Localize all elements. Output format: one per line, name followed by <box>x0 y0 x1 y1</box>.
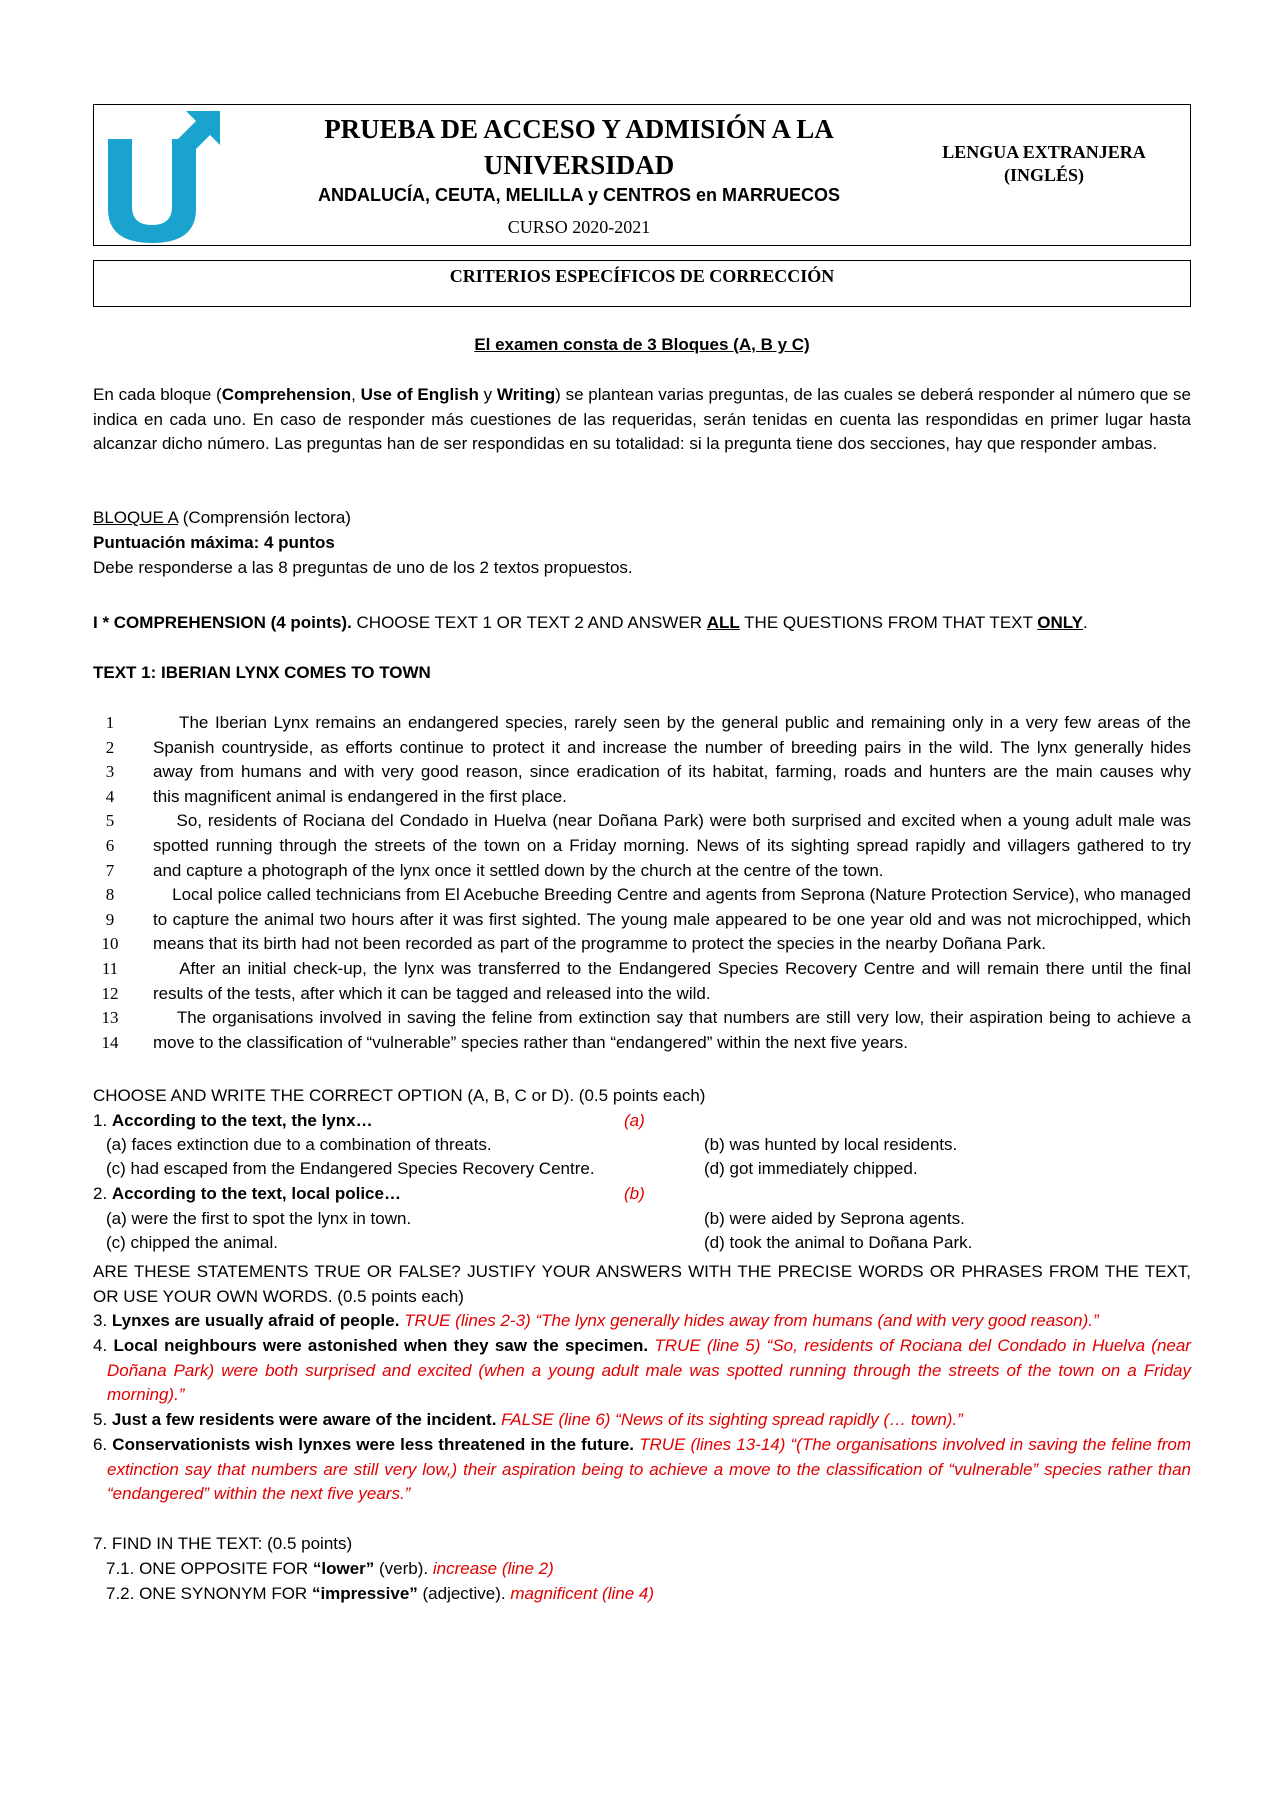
find-question-7-1: 7.1. ONE OPPOSITE FOR “lower” (verb). increase (line 2) <box>106 1559 554 1578</box>
mc-answer-1: (a) <box>624 1111 645 1130</box>
text-line: 11 After an initial check-up, the lynx was transferred to the Endangered Species Recovery Centre and will remain there until the final <box>101 958 1191 978</box>
tf-question-4: 4. Local neighbours were astonished when they saw the specimen. TRUE (line 5) “So, residents of Rociana del Condado in Huelva (near Doñana Park) were both surprised and excited (when a young adult male was spotted running through the streets of the town on a Friday morning).” <box>93 1336 1191 1405</box>
exam-title: PRUEBA DE ACCESO Y ADMISIÓN A LA UNIVERSIDAD <box>324 114 834 180</box>
reading-text <box>93 711 1193 1055</box>
mc-option: (a) were the first to spot the lynx in town. <box>106 1209 412 1228</box>
text-line: 8 Local police called technicians from El Acebuche Breeding Centre and agents from Seprona (Nature Protection Service), who managed <box>105 885 1191 905</box>
tf-instruction: ARE THESE STATEMENTS TRUE OR FALSE? JUSTIFY YOUR ANSWERS WITH THE PRECISE WORDS OR PHRASES FROM THE TEXT, OR USE YOUR OWN WORDS. (0.5 points each) <box>93 1262 1191 1306</box>
text-line: 6 spotted running through the streets of the town on a Friday morning. News of its sighting spread rapidly and villagers gathered to try <box>105 835 1191 855</box>
text-line: 12 results of the tests, after which it can be tagged and released into the wild. <box>101 983 711 1003</box>
mc-option: (d) got immediately chipped. <box>704 1159 918 1178</box>
text-line: 7 and capture a photograph of the lynx once it settled down by the church at the centre of the town. <box>105 860 884 880</box>
mc-option: (c) had escaped from the Endangered Species Recovery Centre. <box>106 1159 595 1178</box>
exam-structure-heading: El examen consta de 3 Bloques (A, B y C) <box>474 335 810 354</box>
text-line: 9 to capture the animal two hours after it was first sighted. The young male appeared to be one year old and was not microchipped, which <box>105 909 1191 929</box>
block-a-label: BLOQUE A (Comprensión lectora) <box>93 508 351 527</box>
mc-question-1: 1. According to the text, the lynx… <box>93 1111 373 1130</box>
text-line: 14 move to the classification of “vulnerable” species rather than “endangered” within the next five years. <box>101 1032 909 1052</box>
block-a-max-score: Puntuación máxima: 4 puntos <box>93 533 335 552</box>
tf-answer: FALSE (line 6) “News of its sighting spread rapidly (… town).” <box>501 1410 963 1429</box>
find-question-7-2: 7.2. ONE SYNONYM FOR “impressive” (adjective). magnificent (line 4) <box>106 1584 654 1603</box>
tf-question-6: 6. Conservationists wish lynxes were less threatened in the future. TRUE (lines 13-14) “(The organisations involved in saving the feline from extinction say that numbers are still very low,) their aspiration being to achieve a move to the classification of “vulnerable” species rather than “endangered” within the next five years.” <box>93 1435 1191 1504</box>
mc-answer-2: (b) <box>624 1184 645 1203</box>
exam-subject: LENGUA EXTRANJERA (INGLÉS) <box>942 142 1146 185</box>
tf-answer: TRUE (line 5) “So, residents of Rociana del Condado in Huelva (near Doñana Park) were both surprised and excited (when a young adult male was spotted running through the streets of the town on a Friday morning).” <box>107 1336 1191 1405</box>
exam-header <box>93 104 1191 246</box>
text-line: 5 So, residents of Rociana del Condado in Huelva (near Doñana Park) were both surprised and excited when a young adult male was <box>105 811 1191 831</box>
comprehension-heading: I * COMPREHENSION (4 points). CHOOSE TEXT 1 OR TEXT 2 AND ANSWER ALL THE QUESTIONS FROM THAT TEXT ONLY. <box>93 613 1088 632</box>
mc-option: (d) took the animal to Doñana Park. <box>704 1233 973 1252</box>
find-instruction: 7. FIND IN THE TEXT: (0.5 points) <box>93 1534 353 1553</box>
mc-option: (a) faces extinction due to a combination of threats. <box>106 1135 492 1154</box>
text-line: 13 The organisations involved in saving the feline from extinction say that numbers are still very low, their aspiration being to achieve a <box>101 1008 1191 1028</box>
tf-answer: TRUE (lines 2-3) “The lynx generally hides away from humans (and with very good reason).” <box>404 1311 1099 1330</box>
block-a-instructions: Debe responderse a las 8 preguntas de uno de los 2 textos propuestos. <box>93 558 633 577</box>
text1-title: TEXT 1: IBERIAN LYNX COMES TO TOWN <box>93 663 431 682</box>
tf-question-5: 5. Just a few residents were aware of the incident. FALSE (line 6) “News of its sighting spread rapidly (… town).” <box>93 1410 963 1429</box>
exam-course: CURSO 2020-2021 <box>507 217 651 237</box>
mc-question-2: 2. According to the text, local police… <box>93 1184 401 1203</box>
mc-option: (b) was hunted by local residents. <box>704 1135 958 1154</box>
mc-instruction: CHOOSE AND WRITE THE CORRECT OPTION (A, B, C or D). (0.5 points each) <box>93 1086 706 1105</box>
tf-answer: TRUE (lines 13-14) “(The organisations involved in saving the feline from extinction say that numbers are still very low,) their aspiration being to achieve a move to the classification of “vulnerable” species rather than “endangered” within the next five years.” <box>107 1435 1191 1504</box>
mc-option: (b) were aided by Seprona agents. <box>704 1209 965 1228</box>
find-answer: increase (line 2) <box>432 1559 554 1578</box>
tf-question-3: 3. Lynxes are usually afraid of people. TRUE (lines 2-3) “The lynx generally hides away from humans (and with very good reason).” <box>93 1311 1099 1330</box>
criteria-title: CRITERIOS ESPECÍFICOS DE CORRECCIÓN <box>93 260 1191 307</box>
text-line: 2 Spanish countryside, as efforts continue to protect it and increase the number of breeding pairs in the wild. The lynx generally hides <box>105 737 1191 757</box>
text-line: 1 The Iberian Lynx remains an endangered species, rarely seen by the general public and remaining only in a very few areas of the <box>105 713 1191 732</box>
text-line: 4 this magnificent animal is endangered in the first place. <box>105 786 567 806</box>
exam-region: ANDALUCÍA, CEUTA, MELILLA y CENTROS en MARRUECOS <box>318 185 840 205</box>
text-line: 10 means that its birth had not been recorded as part of the programme to protect the species in the nearby Doñana Park. <box>101 934 1047 954</box>
intro-paragraph: En cada bloque (Comprehension, Use of English y Writing) se plantean varias preguntas, de las cuales se deberá responder al número que se indica en cada uno. En caso de responder más cuestiones de las requeridas, serán tenidas en cuenta las respondidas en primer lugar hasta alcanzar dicho número. Las preguntas han de ser respondidas en su totalidad: si la pregunta tiene dos secciones, hay que responder ambas. <box>93 385 1191 454</box>
find-answer: magnificent (line 4) <box>510 1584 654 1603</box>
university-access-logo-icon <box>102 107 222 245</box>
mc-option: (c) chipped the animal. <box>106 1233 278 1252</box>
text-line: 3 away from humans and with very good reason, since eradication of its habitat, farming, roads and hunters are the main causes why <box>105 762 1191 782</box>
